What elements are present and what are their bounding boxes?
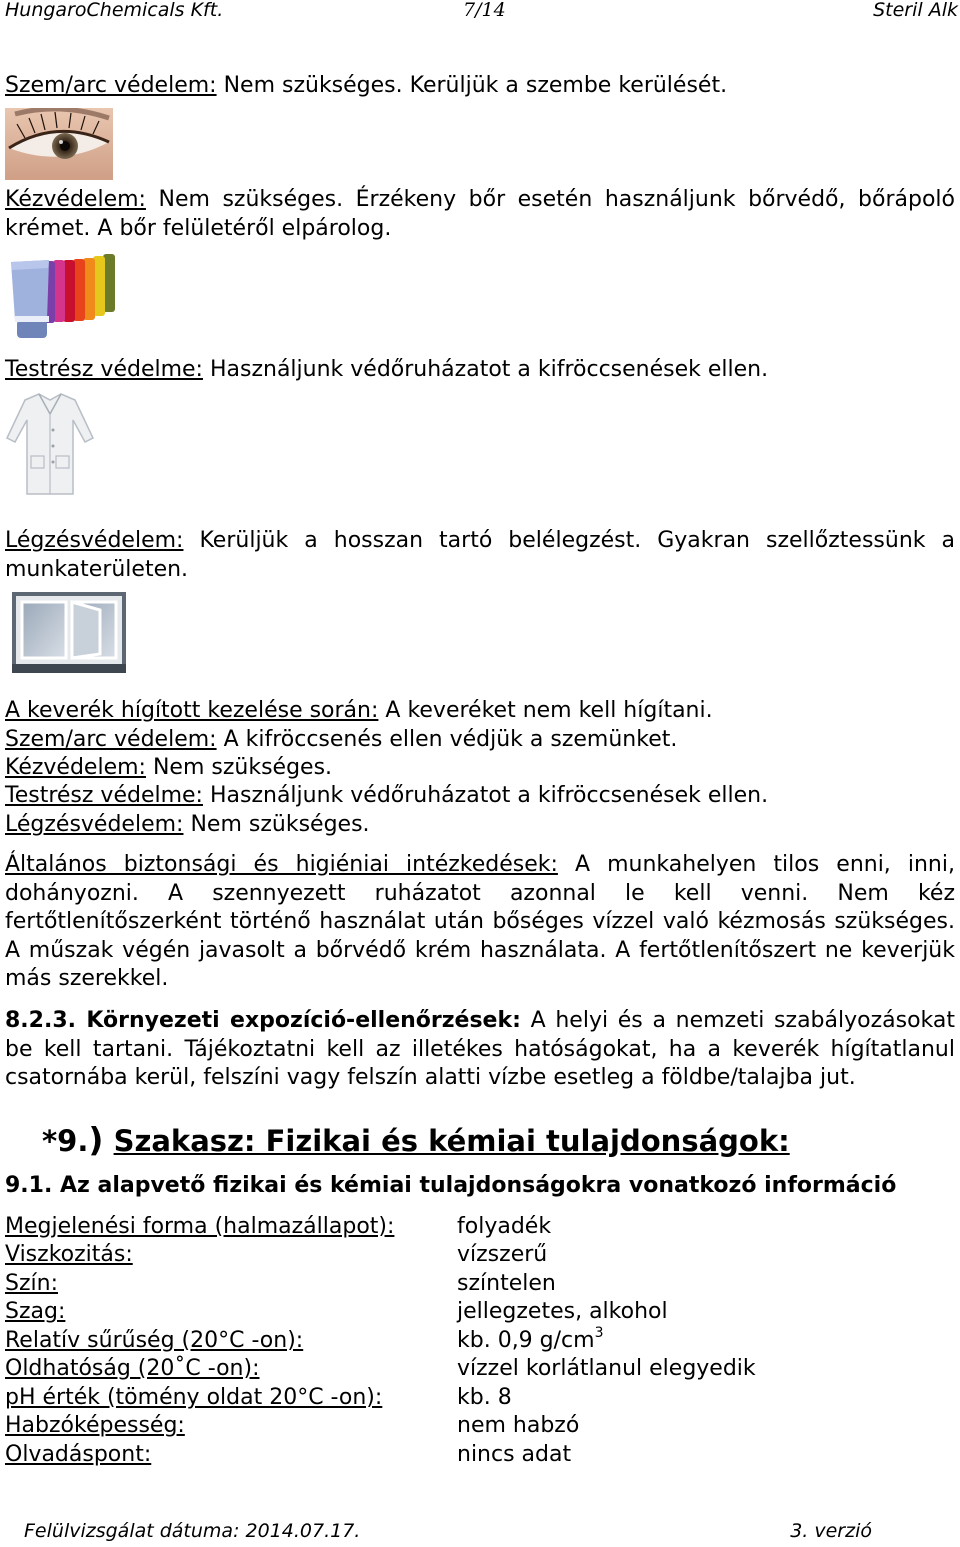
- lab-coat-image: [5, 390, 96, 500]
- window-image: [12, 592, 126, 673]
- property-value: nincs adat: [457, 1442, 572, 1467]
- property-row: [5, 1213, 552, 1241]
- diluted-eye-text: A kifröccsenés ellen védjük a szemünket.: [216, 727, 678, 752]
- diluted-body-text: Használjunk védőruházatot a kifröccsenések ellen.: [202, 783, 769, 808]
- unit-superscript: 3: [594, 1324, 604, 1341]
- respiratory-protection-label: Légzésvédelem:: [5, 528, 184, 553]
- diluted-body-protection: [5, 782, 768, 810]
- property-label: Olvadáspont:: [5, 1442, 152, 1467]
- eye-protection: [5, 72, 727, 100]
- diluted-body-label: Testrész védelme:: [5, 783, 203, 808]
- section-title: Szakasz: Fizikai és kémiai tulajdonságok:: [113, 1124, 790, 1158]
- diluted-hand-label: Kézvédelem:: [5, 755, 146, 780]
- property-value: folyadék: [457, 1214, 552, 1239]
- general-hygiene-label: Általános biztonsági és higiéniai intézkedések:: [5, 852, 558, 877]
- diluted-respiratory-label: Légzésvédelem:: [5, 812, 184, 837]
- property-row: [5, 1441, 572, 1469]
- diluted-handling: [5, 697, 713, 725]
- property-value: kb. 8: [457, 1385, 512, 1410]
- diluted-hand-protection: [5, 754, 332, 782]
- property-row: [5, 1355, 756, 1383]
- eye-image: [5, 108, 113, 180]
- property-row: [5, 1298, 668, 1326]
- cream-tubes-image: [5, 250, 118, 342]
- respiratory-protection-text: Kerüljük a hosszan tartó belélegzést. Gyakran szellőztessünk a munkaterületen.: [5, 528, 955, 582]
- hand-protection-text: Nem szükséges. Érzékeny bőr esetén használjunk bőrvédő, bőrápoló krémet. A bőr felületéről elpárolog.: [5, 187, 955, 241]
- property-value: vízszerű: [457, 1242, 548, 1267]
- property-row: [5, 1384, 512, 1412]
- diluted-handling-label: A keverék hígított kezelése során:: [5, 698, 379, 723]
- property-label: Megjelenési forma (halmazállapot):: [5, 1214, 395, 1239]
- diluted-respiratory-protection: [5, 811, 370, 839]
- property-row: [5, 1412, 580, 1440]
- property-label: Szag:: [5, 1299, 66, 1324]
- product-name: Steril Alk: [873, 0, 958, 21]
- diluted-respiratory-text: Nem szükséges.: [183, 812, 370, 837]
- diluted-eye-label: Szem/arc védelem:: [5, 727, 217, 752]
- property-value: kb. 0,9 g/cm: [457, 1328, 595, 1353]
- property-label: Szín:: [5, 1271, 58, 1296]
- hand-protection-label: Kézvédelem:: [5, 187, 146, 212]
- version: 3. verzió: [790, 1520, 872, 1542]
- property-value-with-unit: [457, 1324, 604, 1355]
- eye-protection-text: Nem szükséges. Kerüljük a szembe kerülését.: [216, 73, 728, 98]
- property-label: Viszkozitás:: [5, 1242, 133, 1267]
- property-label: Relatív sűrűség (20°C -on):: [5, 1328, 304, 1353]
- environmental-exposure: [5, 1007, 955, 1093]
- hand-protection: [5, 186, 955, 243]
- general-hygiene: [5, 851, 955, 994]
- property-value: vízzel korlátlanul elegyedik: [457, 1356, 756, 1381]
- revision-date: Felülvizsgálat dátuma: 2014.07.17.: [24, 1520, 361, 1542]
- environmental-exposure-text: A helyi és a nemzeti szabályozásokat be kell tartani. Tájékoztatni kell az illetékes hatóságokat, ha a keverék hígítatlanul csatornába kerül, felszíni vagy felszín alatti vízbe esetleg a földbe/talajba jut.: [5, 1008, 955, 1091]
- diluted-hand-text: Nem szükséges.: [145, 755, 333, 780]
- property-row: [5, 1270, 556, 1298]
- property-label: Oldhatóság (20˚C -on):: [5, 1356, 260, 1381]
- company-name: HungaroChemicals Kft.: [5, 0, 224, 21]
- property-row: [5, 1241, 548, 1269]
- section-number: *9.: [42, 1124, 89, 1158]
- property-row: [5, 1324, 604, 1355]
- property-label: Habzóképesség:: [5, 1413, 185, 1438]
- property-value: jellegzetes, alkohol: [457, 1299, 668, 1324]
- section-paren: ): [88, 1120, 104, 1159]
- eye-protection-label: Szem/arc védelem:: [5, 73, 217, 98]
- property-value: színtelen: [457, 1271, 556, 1296]
- diluted-handling-text: A keveréket nem kell hígítani.: [378, 698, 713, 723]
- body-protection-text: Használjunk védőruházatot a kifröccsenések ellen.: [202, 357, 769, 382]
- diluted-eye-protection: [5, 726, 677, 754]
- environmental-exposure-label: 8.2.3. Környezeti expozíció-ellenőrzések:: [5, 1008, 521, 1033]
- general-hygiene-text: A munkahelyen tilos enni, inni, dohányozni. A szennyezett ruházatot azonnal le kell venni. Nem kéz fertőtlenítőszerként történő használat után bőséges vízzel való kézmosás szükséges. A műszak végén javasolt a bőrvédő krém használata. A fertőtlenítőszert ne keverjük más szerekkel.: [5, 852, 955, 992]
- body-protection-label: Testrész védelme:: [5, 357, 203, 382]
- respiratory-protection: [5, 527, 955, 584]
- body-protection: [5, 356, 768, 384]
- section-subtitle: 9.1. Az alapvető fizikai és kémiai tulajdonságokra vonatkozó információ: [5, 1173, 897, 1198]
- property-label: pH érték (tömény oldat 20°C -on):: [5, 1385, 383, 1410]
- section-heading: [42, 1120, 790, 1161]
- page-number: 7/14: [463, 0, 506, 21]
- property-value: nem habzó: [457, 1413, 580, 1438]
